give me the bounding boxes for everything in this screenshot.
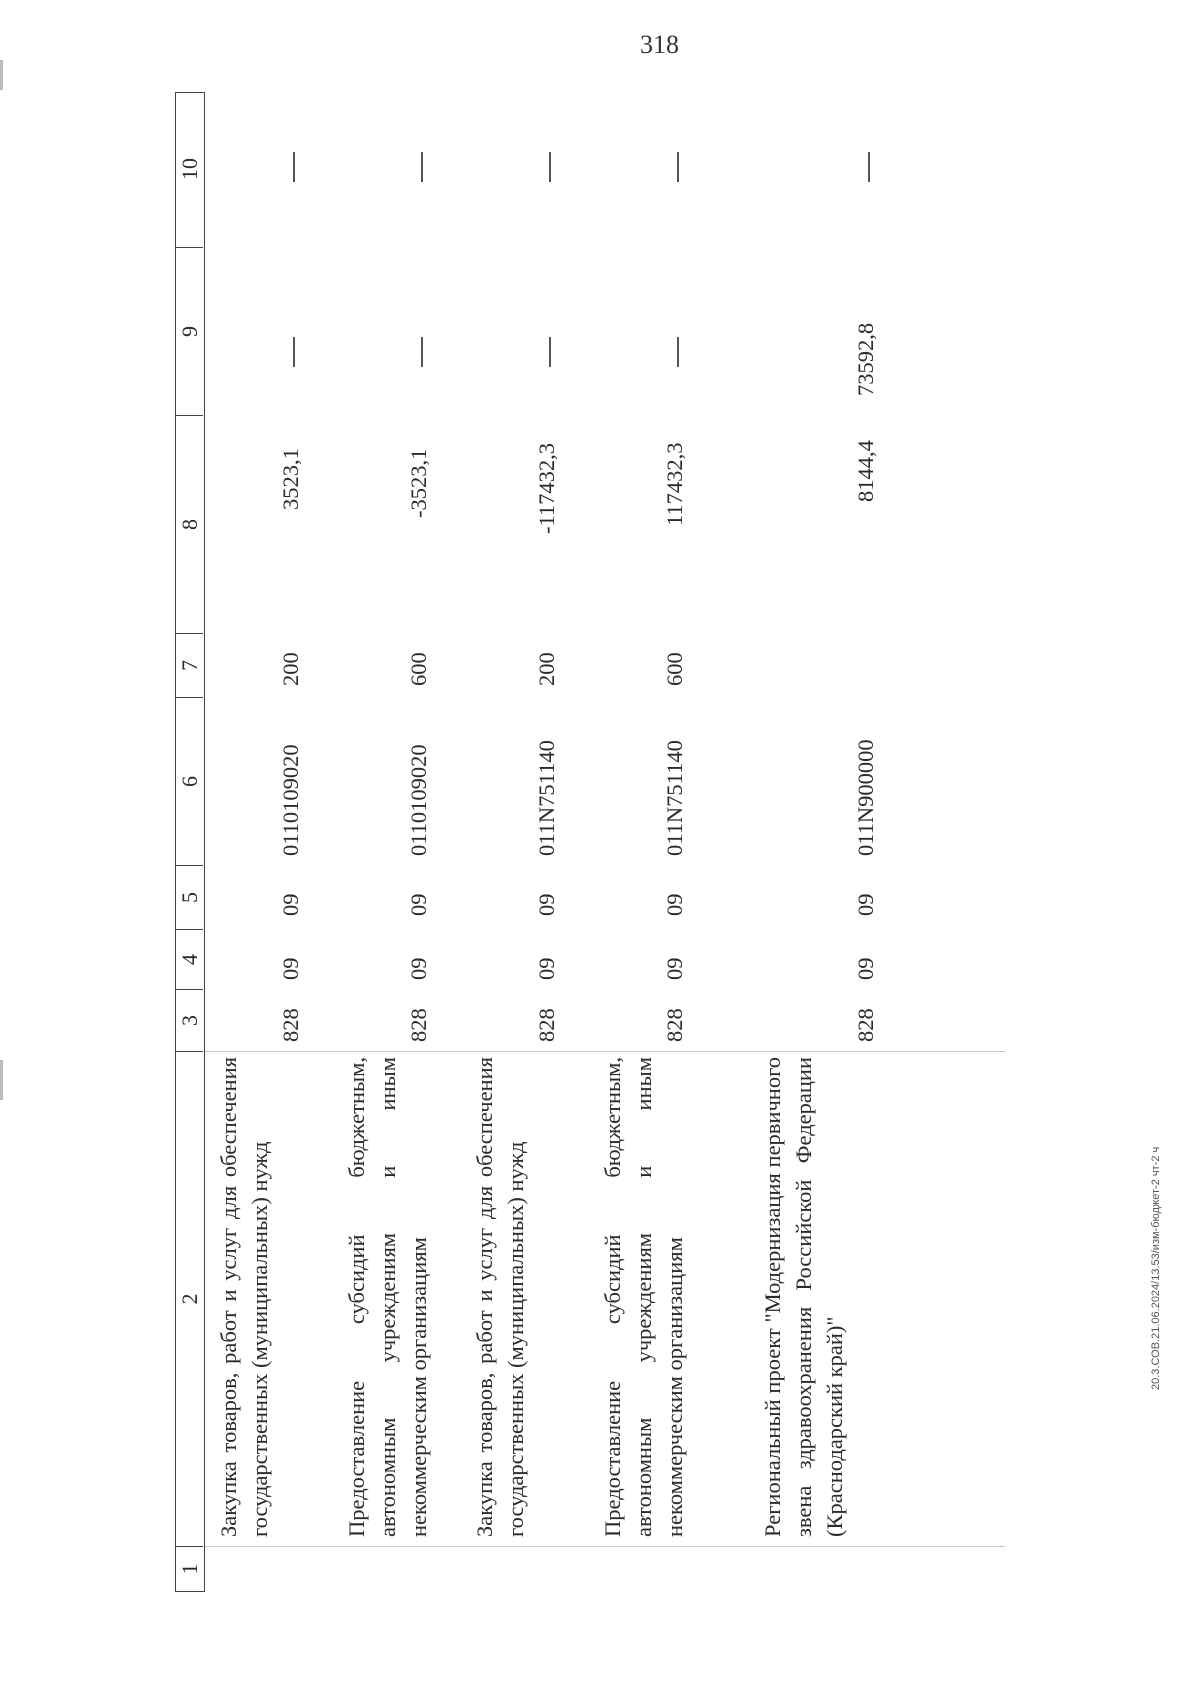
header-cell-10: 10 xyxy=(177,158,202,180)
row-col7: 600 xyxy=(406,652,431,686)
empty-value-dash-col9 xyxy=(421,337,423,367)
header-cell-5: 5 xyxy=(176,865,203,929)
header-cell-6: 6 xyxy=(176,697,203,865)
row-col5: 09 xyxy=(406,893,431,916)
footer-stamp: 20.3.СОВ.21.06.2024/13.53/изм-бюджет-2 чт-2 ч xyxy=(1150,1146,1162,1390)
row-col3: 828 xyxy=(853,1008,878,1042)
row-col4: 09 xyxy=(278,957,303,980)
header-cell-4: 4 xyxy=(176,929,203,989)
empty-value-dash-col9 xyxy=(677,337,679,367)
row-description: Закупка товаров, работ и услуг для обеспечения государственных (муниципальных) нужд xyxy=(472,1057,528,1537)
row-col7: 200 xyxy=(278,652,303,686)
row-col8: -117432,3 xyxy=(534,442,559,534)
row-col3: 828 xyxy=(534,1008,559,1042)
row-col5: 09 xyxy=(853,893,878,916)
row-col9: 73592,8 xyxy=(853,322,878,396)
row-col5: 09 xyxy=(278,893,303,916)
row-description: Предоставление субсидий бюджетным, автономным учреждениям и иным некоммерческим организациям xyxy=(600,1057,687,1537)
empty-value-dash-col9 xyxy=(549,337,551,367)
page-number: 318 xyxy=(640,30,679,59)
row-col7: 200 xyxy=(534,652,559,686)
header-cell-7: 7 xyxy=(176,633,203,697)
header-cell-8: 8 xyxy=(176,415,203,633)
row-col6: 0110109020 xyxy=(406,744,431,856)
header-cell-9: 9 xyxy=(176,247,203,415)
row-col4: 09 xyxy=(534,957,559,980)
row-col3: 828 xyxy=(278,1008,303,1042)
row-col8: 3523,1 xyxy=(278,448,303,510)
scan-edge-mark xyxy=(0,1060,3,1100)
header-cell-3: 3 xyxy=(176,989,203,1051)
row-col6: 011N751140 xyxy=(534,740,559,856)
row-col4: 09 xyxy=(406,957,431,980)
empty-value-dash-col9 xyxy=(293,337,295,367)
header-cell-2: 2 xyxy=(176,1051,203,1546)
column-divider xyxy=(205,1051,1005,1052)
row-col8: 8144,4 xyxy=(853,440,878,502)
row-col5: 09 xyxy=(534,893,559,916)
empty-value-dash-col10 xyxy=(549,152,551,182)
column-divider xyxy=(205,1546,1005,1547)
row-col4: 09 xyxy=(853,957,878,980)
row-col6: 0110109020 xyxy=(278,744,303,856)
row-col8: -3523,1 xyxy=(406,448,431,518)
row-description: Региональный проект "Модернизация первичного звена здравоохранения Российской Федерации (Краснодарский край)" xyxy=(760,1057,847,1537)
empty-value-dash-col10 xyxy=(677,152,679,182)
row-col8: 117432,3 xyxy=(662,442,687,526)
empty-value-dash-col10 xyxy=(293,152,295,182)
table-header-row xyxy=(175,92,205,1592)
rotated-budget-table xyxy=(175,92,1005,1592)
empty-value-dash-col10 xyxy=(421,152,423,182)
row-col7: 600 xyxy=(662,652,687,686)
scan-edge-mark xyxy=(0,60,3,90)
row-col5: 09 xyxy=(662,893,687,916)
header-cell-1: 1 xyxy=(176,1546,203,1591)
row-description: Предоставление субсидий бюджетным, автономным учреждениям и иным некоммерческим организациям xyxy=(344,1057,431,1537)
row-col3: 828 xyxy=(406,1008,431,1042)
empty-value-dash-col10 xyxy=(868,152,870,182)
row-col6: 011N751140 xyxy=(662,740,687,856)
row-col3: 828 xyxy=(662,1008,687,1042)
row-col4: 09 xyxy=(662,957,687,980)
row-col6: 011N900000 xyxy=(853,739,878,856)
row-description: Закупка товаров, работ и услуг для обеспечения государственных (муниципальных) нужд xyxy=(216,1057,272,1537)
